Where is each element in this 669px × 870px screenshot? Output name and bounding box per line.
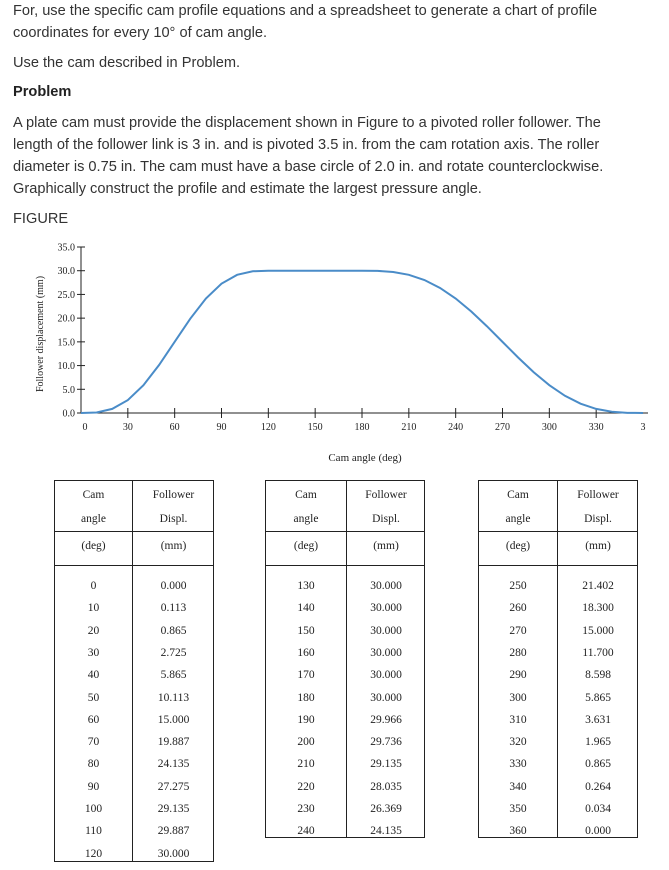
chart-xlabel: Cam angle (deg) — [328, 452, 402, 464]
table-row — [479, 825, 637, 847]
displacement-curve — [81, 271, 643, 413]
table-row — [479, 647, 637, 669]
header-follower: Follower — [365, 489, 407, 501]
x-tick-label: 0 — [82, 422, 88, 433]
table-row — [266, 669, 424, 691]
follower-displ-cell: 15.000 — [157, 713, 190, 726]
follower-displ-cell: 8.598 — [585, 669, 611, 682]
cam-angle-cell: 240 — [297, 825, 315, 838]
header-deg: (deg) — [505, 540, 531, 552]
cam-angle-cell: 220 — [297, 780, 315, 793]
table-row — [55, 692, 213, 714]
follower-displ-cell: 5.865 — [585, 691, 611, 704]
table-row — [55, 781, 213, 803]
follower-displ-cell: 29.135 — [157, 803, 190, 815]
follower-displ-cell: 0.264 — [585, 780, 611, 793]
cam-angle-cell: 0 — [90, 580, 97, 592]
intro-line-1: For, use the specific cam profile equations and a spreadsheet to generate a chart of profile — [13, 3, 598, 19]
cam-angle-cell: 50 — [87, 691, 100, 704]
follower-displ-cell: 11.700 — [582, 646, 614, 659]
follower-displ-cell: 30.000 — [370, 646, 402, 659]
table-row — [266, 625, 424, 647]
follower-displ-cell: 30.000 — [370, 691, 402, 704]
follower-displ-cell: 0.034 — [585, 803, 611, 815]
table-row — [479, 803, 637, 825]
follower-displ-cell: 27.275 — [157, 780, 190, 793]
table-row — [479, 714, 637, 736]
follower-displ-cell: 19.887 — [157, 736, 190, 749]
intro-line-3: Use the cam described in Problem. — [13, 55, 241, 71]
cam-angle-cell: 40 — [87, 669, 100, 682]
cam-angle-cell: 300 — [509, 691, 527, 704]
problem-line-3: diameter is 0.75 in. The cam must have a base circle of 2.0 in. and rotate counterclockwise. — [13, 159, 604, 175]
follower-displ-cell: 29.887 — [157, 825, 190, 838]
follower-displ-cell: 2.725 — [160, 646, 187, 659]
cam-angle-cell: 230 — [297, 803, 315, 815]
table-row — [479, 758, 637, 780]
header-displ: Displ. — [372, 513, 400, 525]
cam-angle-cell: 340 — [509, 780, 527, 793]
y-tick-label: 30.0 — [57, 266, 75, 278]
follower-displ-cell: 15.000 — [582, 624, 614, 637]
table-row — [266, 692, 424, 714]
header-angle: angle — [505, 513, 531, 525]
table-row — [479, 736, 637, 758]
header-cam: Cam — [295, 489, 317, 501]
follower-displ-cell: 3.631 — [585, 713, 611, 726]
cam-angle-cell: 160 — [297, 646, 315, 659]
follower-displ-cell: 28.035 — [370, 780, 402, 793]
table-row — [266, 714, 424, 736]
follower-displ-cell: 30.000 — [157, 847, 190, 860]
displacement-chart — [0, 236, 669, 472]
cam-angle-cell: 250 — [509, 580, 527, 592]
header-mm: (mm) — [160, 540, 187, 552]
x-tick-label: 60 — [169, 422, 180, 433]
follower-displ-cell: 30.000 — [370, 580, 402, 592]
x-tick-label: 180 — [354, 422, 370, 433]
y-tick-label: 25.0 — [57, 289, 75, 301]
cam-angle-cell: 170 — [297, 669, 315, 682]
follower-displ-cell: 26.369 — [370, 803, 402, 815]
cam-angle-cell: 360 — [509, 825, 527, 838]
header-displ: Displ. — [159, 513, 188, 525]
table-row — [479, 781, 637, 803]
table-row — [55, 848, 213, 870]
table-row — [55, 758, 213, 780]
cam-angle-cell: 80 — [87, 758, 100, 771]
cam-angle-cell: 150 — [297, 624, 315, 637]
header-mm: (mm) — [585, 540, 611, 552]
follower-displ-cell: 30.000 — [370, 624, 402, 637]
y-tick-label: 5.0 — [62, 384, 75, 396]
chart-ylabel: Follower displacement (mm) — [35, 275, 46, 393]
cam-angle-cell: 60 — [87, 713, 100, 726]
header-follower: Follower — [152, 489, 195, 501]
cam-angle-cell: 100 — [84, 803, 103, 815]
problem-heading: Problem — [13, 84, 72, 100]
table-row — [266, 580, 424, 602]
follower-displ-cell: 30.000 — [370, 669, 402, 682]
table-row — [479, 625, 637, 647]
cam-angle-cell: 180 — [297, 691, 315, 704]
table-row — [479, 602, 637, 624]
table-row — [266, 647, 424, 669]
x-tick-label: 300 — [541, 422, 557, 433]
cam-angle-cell: 260 — [509, 602, 527, 615]
header-deg: (deg) — [81, 540, 106, 552]
cam-angle-cell: 110 — [85, 825, 102, 838]
follower-displ-cell: 0.113 — [160, 602, 187, 615]
table-row — [479, 580, 637, 602]
table-row — [266, 736, 424, 758]
table-header — [55, 481, 213, 566]
data-table-2 — [265, 480, 425, 838]
cam-angle-cell: 210 — [297, 758, 315, 771]
x-tick-label: 210 — [401, 422, 417, 433]
follower-displ-cell: 5.865 — [160, 669, 187, 682]
table-row — [266, 602, 424, 624]
cam-angle-cell: 350 — [509, 803, 527, 815]
follower-displ-cell: 18.300 — [582, 602, 614, 615]
table-row — [55, 825, 213, 847]
header-angle: angle — [81, 513, 106, 525]
table-row — [266, 803, 424, 825]
data-table-1 — [54, 480, 214, 862]
follower-displ-cell: 0.865 — [585, 758, 611, 771]
table-row — [55, 803, 213, 825]
x-tick-label: 3 — [640, 422, 646, 433]
header-follower: Follower — [577, 489, 619, 501]
cam-angle-cell: 140 — [297, 602, 315, 615]
cam-angle-cell: 190 — [297, 713, 315, 726]
table-row — [266, 758, 424, 780]
header-deg: (deg) — [293, 540, 319, 552]
header-angle: angle — [293, 513, 319, 525]
header-mm: (mm) — [373, 540, 399, 552]
intro-line-2: coordinates for every 10° of cam angle. — [13, 25, 268, 41]
cam-angle-cell: 130 — [297, 580, 315, 592]
x-tick-label: 90 — [216, 422, 227, 433]
table-row — [55, 714, 213, 736]
cam-angle-cell: 20 — [87, 624, 100, 637]
table-row — [55, 647, 213, 669]
cam-angle-cell: 90 — [87, 780, 100, 793]
y-tick-label: 35.0 — [57, 242, 75, 254]
follower-displ-cell: 1.965 — [585, 736, 611, 749]
table-row — [55, 580, 213, 602]
follower-displ-cell: 24.135 — [370, 825, 402, 838]
table-row — [266, 825, 424, 847]
y-tick-label: 0.0 — [62, 408, 75, 420]
problem-line-4: Graphically construct the profile and estimate the largest pressure angle. — [13, 181, 482, 197]
cam-angle-cell: 280 — [509, 646, 527, 659]
y-tick-label: 20.0 — [57, 313, 75, 325]
follower-displ-cell: 10.113 — [157, 691, 190, 704]
x-tick-label: 270 — [495, 422, 510, 433]
cam-angle-cell: 330 — [509, 758, 527, 771]
header-displ: Displ. — [584, 513, 612, 525]
table-row — [55, 736, 213, 758]
follower-displ-cell: 0.000 — [160, 580, 187, 592]
cam-angle-cell: 320 — [509, 736, 527, 749]
table-header — [479, 481, 637, 566]
follower-displ-cell: 30.000 — [370, 602, 402, 615]
follower-displ-cell: 0.000 — [585, 825, 611, 838]
problem-line-2: length of the follower link is 3 in. and is pivoted 3.5 in. from the cam rotation axis. The roller — [13, 137, 600, 153]
table-row — [479, 692, 637, 714]
x-tick-label: 30 — [122, 422, 133, 433]
follower-displ-cell: 29.966 — [370, 713, 402, 726]
table-row — [55, 602, 213, 624]
table-header — [266, 481, 424, 566]
cam-angle-cell: 200 — [297, 736, 315, 749]
cam-angle-cell: 30 — [87, 646, 100, 659]
cam-angle-cell: 120 — [84, 847, 103, 860]
table-row — [55, 669, 213, 691]
x-tick-label: 240 — [448, 422, 464, 433]
x-tick-label: 330 — [588, 422, 604, 433]
follower-displ-cell: 24.135 — [157, 758, 190, 771]
follower-displ-cell: 29.135 — [370, 758, 402, 771]
cam-angle-cell: 290 — [509, 669, 527, 682]
y-tick-label: 10.0 — [57, 361, 75, 373]
y-tick-label: 15.0 — [57, 337, 75, 349]
follower-displ-cell: 0.865 — [160, 624, 187, 637]
table-row — [266, 781, 424, 803]
x-tick-label: 120 — [260, 422, 276, 433]
table-row — [479, 669, 637, 691]
cam-angle-cell: 310 — [509, 713, 527, 726]
table-row — [55, 625, 213, 647]
follower-displ-cell: 21.402 — [582, 580, 614, 592]
header-cam: Cam — [507, 489, 529, 501]
data-table-3 — [478, 480, 638, 838]
cam-angle-cell: 270 — [509, 624, 527, 637]
cam-angle-cell: 70 — [87, 736, 100, 749]
x-tick-label: 150 — [307, 422, 323, 433]
follower-displ-cell: 29.736 — [370, 736, 402, 749]
header-cam: Cam — [82, 489, 105, 501]
figure-heading: FIGURE — [13, 211, 69, 227]
problem-line-1: A plate cam must provide the displacement shown in Figure to a pivoted roller follower. The — [13, 115, 601, 131]
cam-angle-cell: 10 — [87, 602, 100, 615]
